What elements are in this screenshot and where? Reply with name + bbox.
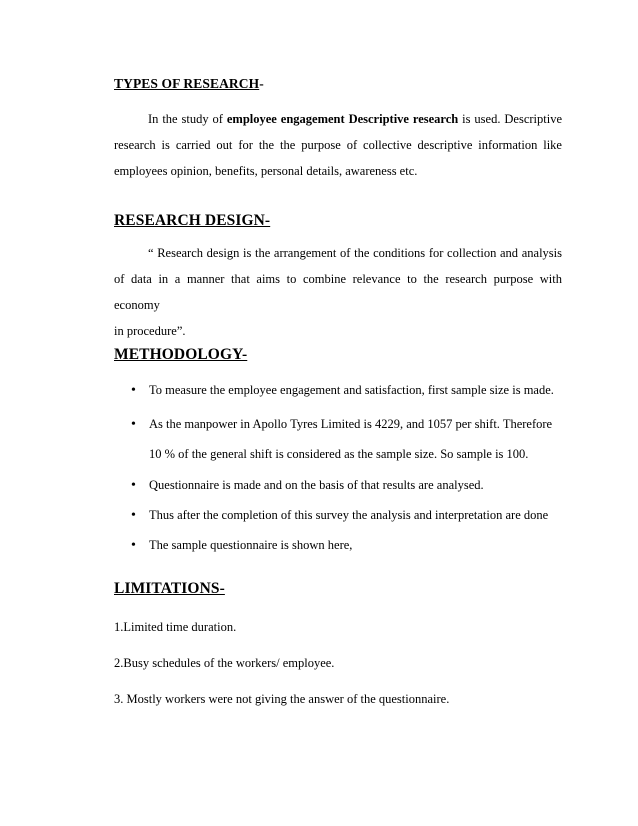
types-of-research-heading [114, 76, 264, 92]
types-of-research-line1-rest: is used. Descriptive [458, 112, 563, 126]
methodology-heading [114, 346, 247, 364]
methodology-item-1: To measure the employee engagement and satisfaction, first sample size is made. [149, 383, 554, 397]
bullet-5: • [131, 538, 136, 553]
limitation-item-3: 3. Mostly workers were not giving the answer of the questionnaire. [114, 692, 450, 706]
research-design-paragraph [114, 240, 562, 344]
research-design-heading-text: RESEARCH DESIGN- [114, 212, 271, 229]
limitations-heading-text: LIMITATIONS- [114, 580, 225, 597]
types-of-research-heading-text: TYPES OF RESEARCH [114, 76, 260, 91]
types-of-research-line-2: research is carried out for the the purpose of collective descriptive information like [114, 138, 562, 152]
methodology-item-2-line-1: As the manpower in Apollo Tyres Limited is 4229, and 1057 per shift. Therefore [149, 417, 553, 431]
types-of-research-paragraph [114, 106, 562, 184]
limitations-heading [114, 580, 225, 598]
types-of-research-bold: employee engagement Descriptive research [226, 112, 459, 126]
types-of-research-line-1 [114, 106, 562, 132]
bullet-3: • [131, 478, 136, 493]
methodology-heading-text: METHODOLOGY- [114, 346, 248, 363]
types-of-research-heading-suffix: - [259, 76, 264, 91]
methodology-item-4: Thus after the completion of this survey the analysis and interpretation are done [149, 508, 549, 522]
limitation-item-1: 1.Limited time duration. [114, 620, 237, 634]
research-design-line-3: in procedure”. [114, 324, 186, 338]
bullet-1: • [131, 383, 136, 398]
methodology-item-3: Questionnaire is made and on the basis of that results are analysed. [149, 478, 484, 492]
types-of-research-line-3: employees opinion, benefits, personal details, awareness etc. [114, 164, 418, 178]
types-of-research-intro: In the study of [148, 112, 227, 126]
methodology-item-5: The sample questionnaire is shown here, [149, 538, 353, 552]
research-design-line-1: “ Research design is the arrangement of the conditions for collection and analysis [148, 246, 562, 260]
research-design-heading [114, 212, 270, 230]
limitation-item-2: 2.Busy schedules of the workers/ employee. [114, 656, 335, 670]
research-design-line-2: of data in a manner that aims to combine relevance to the research purpose with economy [114, 272, 562, 312]
bullet-2: • [131, 417, 136, 432]
methodology-item-2-line-2: 10 % of the general shift is considered as the sample size. So sample is 100. [149, 447, 529, 461]
bullet-4: • [131, 508, 136, 523]
